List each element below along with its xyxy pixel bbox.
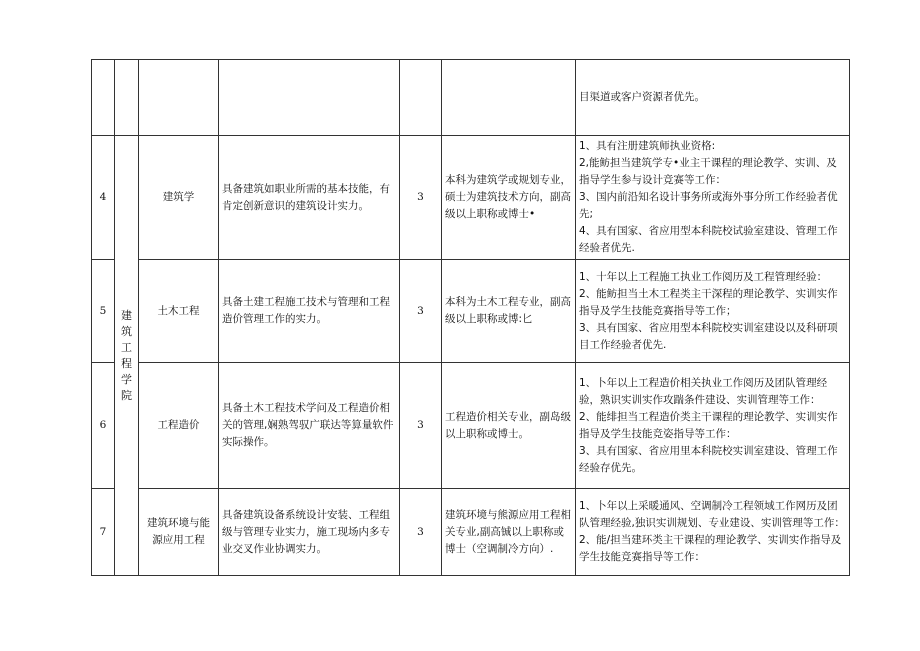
- requirement-line: 4、具有国家、省应用型本科院校试验室建设、管理工作经验者优先.: [579, 225, 838, 254]
- recruitment-table: [91, 59, 850, 576]
- major-cell: [139, 60, 219, 136]
- major-cell: 土木工程: [139, 260, 219, 363]
- requirement-line: 1、具有注册建筑师执业资格:: [579, 140, 716, 152]
- requirement-line: 2、能绯担当工程造价类主干课程的理论教学、实训实作指导及学生技能竞姿指导等工作：: [579, 410, 838, 440]
- requirement-line: 2、能/担当建环类主干课程的理论教学、实训实作指导及学生技能竞赛指导等工作：: [579, 534, 842, 563]
- ability-cell: 具备土建工程施工技术与管理和工程造价管理工作的实力。: [219, 260, 400, 363]
- education-cell: [442, 60, 576, 136]
- count-cell: 3: [400, 489, 442, 576]
- count-cell: 3: [400, 363, 442, 489]
- row-number: 5: [92, 260, 115, 363]
- requirement-line: 2,能鲂担当建筑学专•业主干课程的理论教学、实训、及指导学生参与设计竞赛等工作：: [579, 157, 837, 186]
- row-number: 7: [92, 489, 115, 576]
- requirements-cell: [576, 489, 850, 576]
- major-cell: 工程造价: [139, 363, 219, 489]
- education-cell: 本科为建筑学或规划专业，硕士为建筑技术方向，副高级以上职称或博士•: [442, 136, 576, 260]
- ability-cell: 具备建筑设备系统设计安装、工程组级与管理专业实力，施工现场内多专业交叉作业协调实力。: [219, 489, 400, 576]
- ability-cell: [219, 60, 400, 136]
- requirement-line: 1、卜年以上采暖通风、空调制冷工程领域工作网历及团队管理经验,独识实训规划、专业建设、实训管理等工作：: [579, 500, 845, 529]
- count-cell: [400, 60, 442, 136]
- ability-cell: 具备土木工程技术学问及工程造价相关的管理,娴熟驾驭广联达等算量软件实际操作。: [219, 363, 400, 489]
- count-cell: 3: [400, 136, 442, 260]
- requirement-line: 2、能鲂担当土木工程类主干深程的理论教学、实训实作指导及学生技能竞赛指导等工作；: [579, 287, 838, 317]
- requirements-cell: [576, 60, 850, 136]
- row-number: [92, 60, 115, 136]
- ability-cell: 具备建筑如职业所需的基本技能，有肯定创新意识的建筑设计实力。: [219, 136, 400, 260]
- table-row: [92, 363, 850, 489]
- major-cell: 建筑环境与能源应用工程: [139, 489, 219, 576]
- requirements-cell: [576, 260, 850, 363]
- table-row: [92, 136, 850, 260]
- row-number: 6: [92, 363, 115, 489]
- requirement-line: 3、国内前沿知名设计事务所或海外事分所工作经验者优先;: [579, 191, 838, 220]
- count-cell: 3: [400, 260, 442, 363]
- requirement-line: 3、具有国家、省应用型本科院校实训室建设以及科研项目工作经验者优先.: [579, 321, 838, 351]
- department-cell-top: [115, 60, 139, 136]
- requirement-line: 3、具有国家、省应用里本科院校实训室建设、管理工作经验存优先。: [579, 444, 838, 474]
- department-cell: [115, 136, 139, 576]
- table-row: [92, 260, 850, 363]
- education-cell: 工程造价相关专业，副岛级以上职称或博士。: [442, 363, 576, 489]
- requirement-line: 1、卜年以上工程造价相关执业工作阅历及团队管理经验，熟识实训实作攻踹条件建设、实训管理等工作：: [579, 376, 828, 406]
- requirement-line: 1、十年以上工程施工执业工作阅历及工程管理经验：: [579, 270, 828, 283]
- education-cell: 建筑环境与熊源应用工程相关专业,副高铖以上职称或博士（空调制冷方向）.: [442, 489, 576, 576]
- table-row: [92, 489, 850, 576]
- department-name: 建筑工程学院: [121, 308, 132, 402]
- requirements-cell: [576, 136, 850, 260]
- row-number: 4: [92, 136, 115, 260]
- table-row: [92, 60, 850, 136]
- requirement-line: 目渠道或客户资源者优先。: [579, 91, 705, 103]
- education-cell: 本科为土木工程专业，副高级以上职称或博:匕: [442, 260, 576, 363]
- major-cell: 建筑学: [139, 136, 219, 260]
- requirements-cell: [576, 363, 850, 489]
